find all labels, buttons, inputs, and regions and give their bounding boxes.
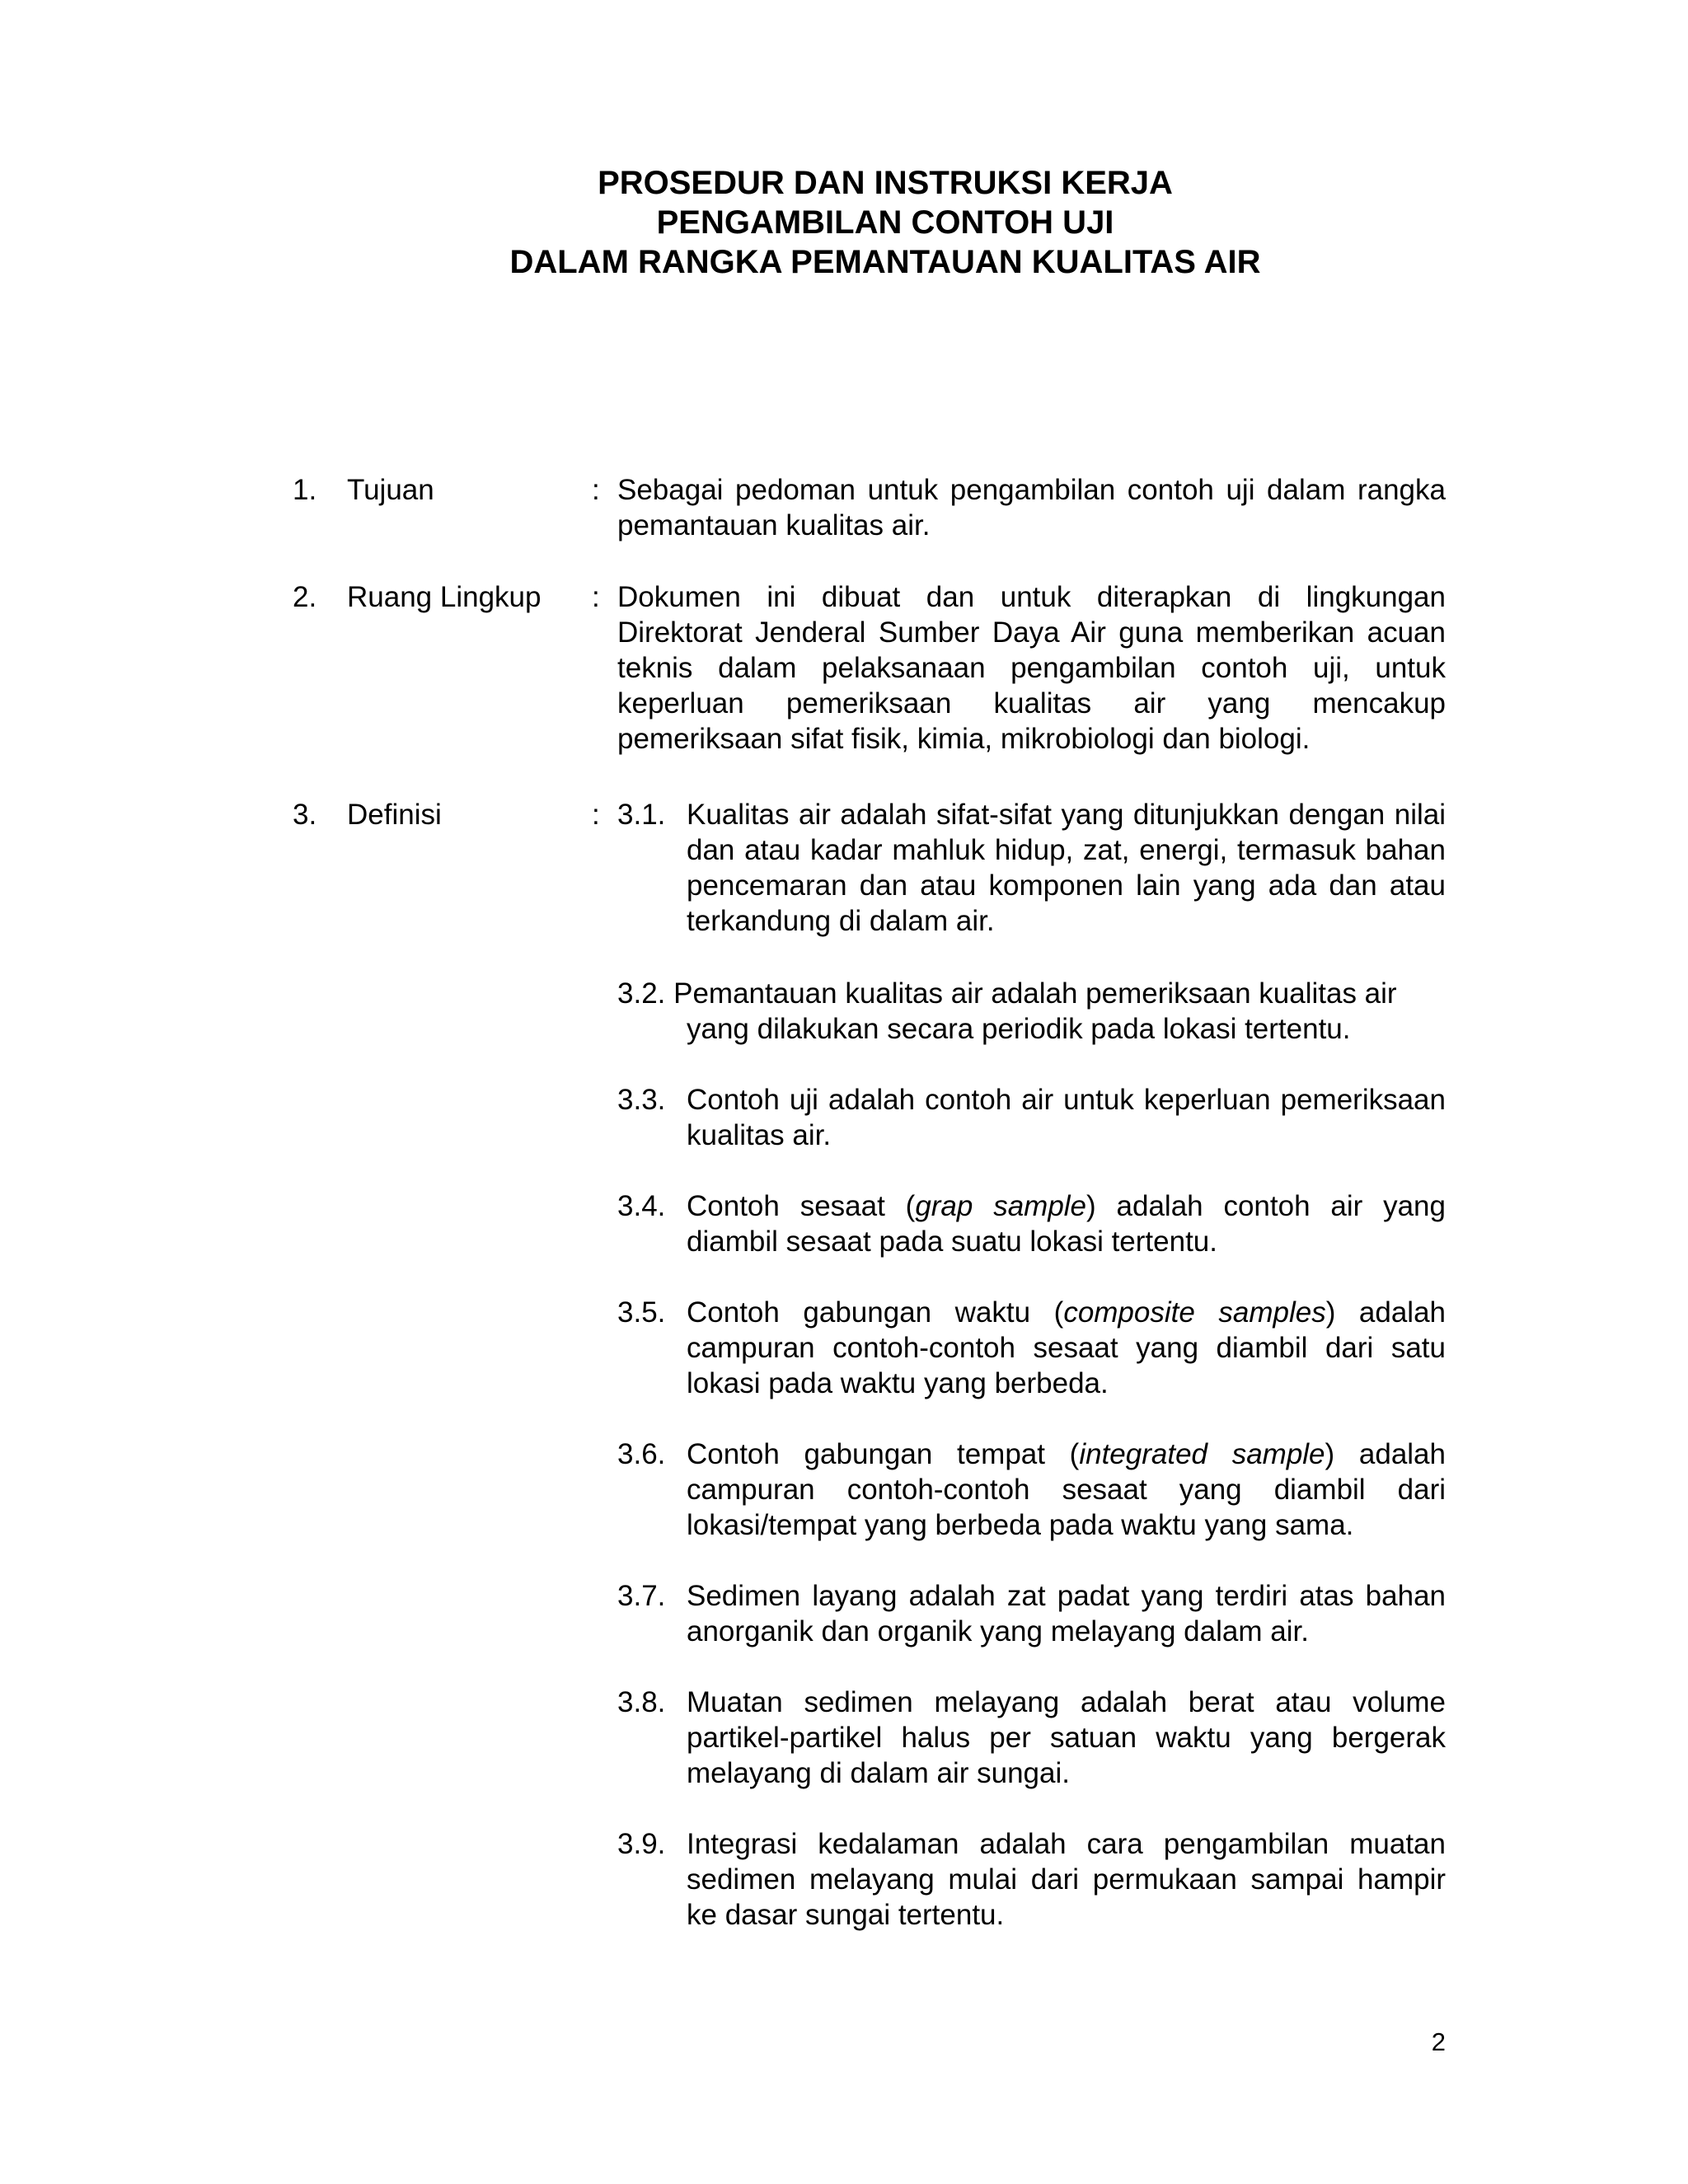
definition-text: Sedimen layang adalah zat padat yang terdiri atas bahan anorganik dan organik yang melayang dalam air. (687, 1580, 1446, 1647)
title-line-2: PENGAMBILAN CONTOH UJI (656, 204, 1114, 241)
definition-number: 3.1. (617, 799, 666, 831)
definition-text-post: ) adalah campuran contoh-contoh sesaat yang diambil dari satu lokasi pada waktu yang berbeda. (687, 1296, 1447, 1399)
section-number: 3. (293, 799, 317, 831)
section-number: 2. (293, 581, 317, 613)
section-text (617, 579, 1446, 757)
title-line-3: DALAM RANGKA PEMANTAUAN KUALITAS AIR (509, 244, 1261, 280)
section-colon: : (592, 474, 600, 506)
definition-text-rest: yang dilakukan secara periodik pada lokasi tertentu. (687, 1013, 1351, 1045)
section-paragraph: Dokumen ini dibuat dan untuk diterapkan di lingkungan Direktorat Jenderal Sumber Daya Air guna memberikan acuan teknis dalam pelaksanaan pengambilan contoh uji, untuk keperluan pemeriksaan kualitas air yang mencakup pemeriksaan sifat fisik, kimia, mikrobiologi dan biologi. (617, 581, 1446, 755)
definition-text-first-line: Pemantauan kualitas air adalah pemeriksaan kualitas air (673, 977, 1397, 1010)
definition-3-6 (617, 1436, 1446, 1543)
definition-number: 3.7. (617, 1580, 666, 1612)
definition-first-line (617, 976, 1446, 1011)
definition-number: 3.3. (617, 1084, 666, 1116)
section-label: Ruang Lingkup (347, 581, 542, 613)
section-text (617, 472, 1446, 543)
definition-number: 3.5. (617, 1296, 666, 1329)
definition-3-5 (617, 1295, 1446, 1401)
definition-3-8 (617, 1685, 1446, 1791)
definition-3-9 (617, 1826, 1446, 1933)
section-colon: : (592, 581, 600, 613)
document-title (297, 163, 1474, 282)
definition-number: 3.9. (617, 1828, 666, 1860)
definition-3-7 (617, 1578, 1446, 1649)
definition-text (687, 1188, 1446, 1259)
section-number: 1. (293, 474, 317, 506)
definition-number: 3.8. (617, 1686, 666, 1718)
section-label: Definisi (347, 799, 442, 831)
definition-3-1 (617, 797, 1446, 939)
page-number: 2 (1431, 2027, 1446, 2056)
section-colon: : (592, 799, 600, 831)
definition-text-pre: Contoh gabungan waktu ( (687, 1296, 1064, 1329)
definition-text (687, 1295, 1446, 1401)
definition-text: Muatan sedimen melayang adalah berat atau volume partikel-partikel halus per satuan waktu yang bergerak melayang di dalam air sungai. (687, 1686, 1446, 1789)
section-label: Tujuan (347, 474, 434, 506)
definition-text-post: ) adalah contoh air yang diambil sesaat pada suatu lokasi tertentu. (687, 1190, 1446, 1258)
definition-term: grap sample (915, 1190, 1087, 1222)
section-paragraph: Sebagai pedoman untuk pengambilan contoh uji dalam rangka pemantauan kualitas air. (617, 474, 1446, 541)
definition-3-3 (617, 1082, 1446, 1153)
definition-text-pre: Contoh gabungan tempat ( (687, 1438, 1080, 1470)
definition-term: integrated sample (1079, 1438, 1325, 1470)
definition-number: 3.4. (617, 1190, 666, 1222)
definition-term: composite samples (1063, 1296, 1326, 1329)
definition-3-4 (617, 1188, 1446, 1259)
definition-text: Contoh uji adalah contoh air untuk keperluan pemeriksaan kualitas air. (687, 1084, 1446, 1151)
definition-number: 3.6. (617, 1438, 666, 1470)
definition-text-post: ) adalah campuran contoh-contoh sesaat yang diambil dari lokasi/tempat yang berbeda pada waktu yang sama. (687, 1438, 1446, 1541)
definition-text: Kualitas air adalah sifat-sifat yang ditunjukkan dengan nilai dan atau kadar mahluk hidup, zat, energi, termasuk bahan pencemaran dan atau komponen lain yang ada dan atau terkandung di dalam air. (687, 799, 1446, 937)
definition-number: 3.2. (617, 977, 666, 1010)
definition-3-2 (617, 976, 1446, 1047)
title-line-1: PROSEDUR DAN INSTRUKSI KERJA (598, 165, 1173, 201)
definition-text (687, 1436, 1446, 1543)
definition-text: Integrasi kedalaman adalah cara pengambilan muatan sedimen melayang mulai dari permukaan sampai hampir ke dasar sungai tertentu. (687, 1828, 1446, 1931)
definition-text-pre: Contoh sesaat ( (687, 1190, 916, 1222)
